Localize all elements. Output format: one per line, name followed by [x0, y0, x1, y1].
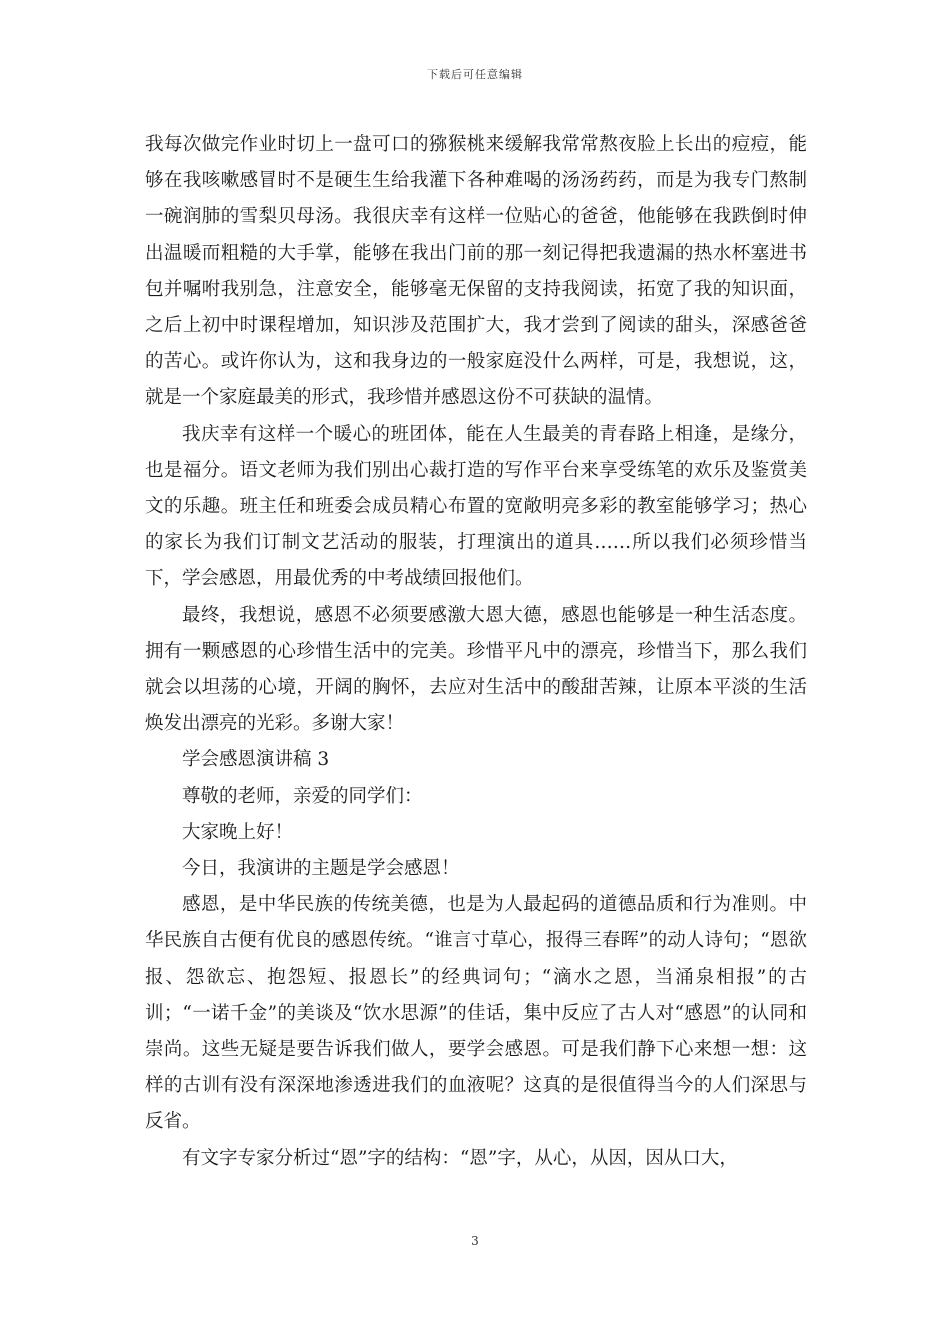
section-title: 学会感恩演讲稿 3 — [182, 749, 330, 771]
greeting: 大家晚上好！ — [182, 821, 294, 843]
page-header: 下载后可任意编辑 — [427, 68, 523, 81]
paragraph: 有文字专家分析过“恩”字的结构：“恩”字，从心，从因，因从口大， — [182, 1147, 738, 1169]
paragraph: 我庆幸有这样一个暖心的班团体，能在人生最美的青春路上相逢，是缘分，也是福分。语文老师为我们别出心裁打造的写作平台来享受练笔的欢乐及鉴赏美文的乐趣。班主任和班委会成员精心布置的宽敞明亮多彩的教室能够学习；热心的家长为我们订制文艺活动的服装，打理演出的道具……所以我们必须珍惜当下，学会感恩，用最优秀的中考战绩回报他们。 — [145, 423, 807, 590]
document-body — [145, 127, 807, 1177]
page-number: 3 — [471, 1234, 479, 1248]
paragraph: 最终，我想说，感恩不必须要感激大恩大德，感恩也能够是一种生活态度。拥有一颗感恩的心珍惜生活中的完美。珍惜平凡中的漂亮，珍惜当下，那么我们就会以坦荡的心境，开阔的胸怀，去应对生活中的酸甜苦辣，让原本平淡的生活焕发出漂亮的光彩。多谢大家！ — [145, 604, 807, 735]
paragraph: 感恩，是中华民族的传统美德，也是为人最起码的道德品质和行为准则。中华民族自古便有优良的感恩传统。“谁言寸草心，报得三春晖”的动人诗句；“恩欲报、怨欲忘、抱怨短、报恩长”的经典词句；“滴水之恩，当涌泉相报”的古训；“一诺千金”的美谈及“饮水思源”的佳话，集中反应了古人对“感恩”的认同和崇尚。这些无疑是要告诉我们做人，要学会感恩。可是我们静下心来想一想：这样的古训有没有深深地渗透进我们的血液呢？这真的是很值得当今的人们深思与反省。 — [145, 894, 807, 1133]
paragraph: 今日，我演讲的主题是学会感恩！ — [182, 858, 460, 880]
paragraph: 我每次做完作业时切上一盘可口的猕猴桃来缓解我常常熬夜脸上长出的痘痘，能够在我咳嗽感冒时不是硬生生给我灌下各种难喝的汤汤药药，而是为我专门熬制一碗润肺的雪梨贝母汤。我很庆幸有这样一位贴心的爸爸，他能够在我跌倒时伸出温暖而粗糙的大手掌，能够在我出门前的那一刻记得把我遗漏的热水杯塞进书包并嘱咐我别急，注意安全，能够毫无保留的支持我阅读，拓宽了我的知识面，之后上初中时课程增加，知识涉及范围扩大，我才尝到了阅读的甜头，深感爸爸的苦心。或许你认为，这和我身边的一般家庭没什么两样，可是，我想说，这，就是一个家庭最美的形式，我珍惜并感恩这份不可获缺的温情。 — [145, 134, 807, 409]
salutation: 尊敬的老师，亲爱的同学们： — [182, 785, 423, 807]
